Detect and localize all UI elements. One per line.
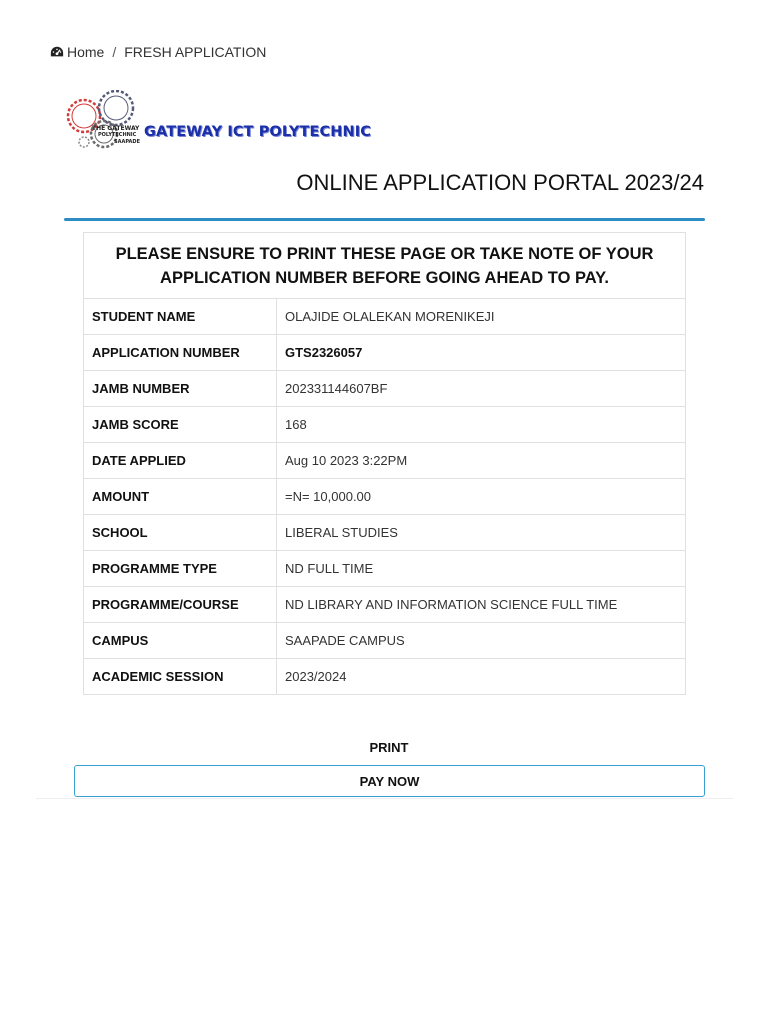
table-row <box>84 335 686 371</box>
page-title: ONLINE APPLICATION PORTAL 2023/24 <box>296 170 704 195</box>
table-row <box>84 623 686 659</box>
detail-label: DATE APPLIED <box>84 443 277 479</box>
detail-label: ACADEMIC SESSION <box>84 659 277 695</box>
detail-value: OLAJIDE OLALEKAN MORENIKEJI <box>277 299 686 335</box>
table-row <box>84 443 686 479</box>
table-row <box>84 515 686 551</box>
title-divider <box>64 218 705 221</box>
detail-label: STUDENT NAME <box>84 299 277 335</box>
pay-now-button[interactable]: PAY NOW <box>74 765 705 797</box>
breadcrumb <box>50 44 266 60</box>
table-row <box>84 551 686 587</box>
detail-label: JAMB SCORE <box>84 407 277 443</box>
detail-label: JAMB NUMBER <box>84 371 277 407</box>
detail-value: LIBERAL STUDIES <box>277 515 686 551</box>
bottom-divider <box>36 798 733 799</box>
table-row <box>84 299 686 335</box>
notice-row <box>84 233 686 299</box>
detail-value: SAAPADE CAMPUS <box>277 623 686 659</box>
breadcrumb-current: FRESH APPLICATION <box>124 44 267 60</box>
emblem-text-line1: THE GATEWAY <box>92 125 140 132</box>
application-details-table <box>83 232 686 695</box>
detail-value: 202331144607BF <box>277 371 686 407</box>
print-button[interactable]: PRINT <box>330 736 448 758</box>
detail-label: AMOUNT <box>84 479 277 515</box>
detail-value: ND FULL TIME <box>277 551 686 587</box>
print-notice: PLEASE ENSURE TO PRINT THESE PAGE OR TAKE NOTE OF YOUR APPLICATION NUMBER BEFORE GOING AHEAD TO PAY. <box>84 233 686 299</box>
polytechnic-logo <box>64 90 354 150</box>
table-row <box>84 587 686 623</box>
detail-label: SCHOOL <box>84 515 277 551</box>
detail-value: Aug 10 2023 3:22PM <box>277 443 686 479</box>
detail-label: PROGRAMME TYPE <box>84 551 277 587</box>
table-row <box>84 659 686 695</box>
detail-value: 168 <box>277 407 686 443</box>
dashboard-icon <box>50 45 64 59</box>
table-row <box>84 407 686 443</box>
detail-value: ND LIBRARY AND INFORMATION SCIENCE FULL TIME <box>277 587 686 623</box>
breadcrumb-separator: / <box>112 44 117 60</box>
detail-label: APPLICATION NUMBER <box>84 335 277 371</box>
detail-rows <box>84 299 686 695</box>
detail-value: =N= 10,000.00 <box>277 479 686 515</box>
detail-value: GTS2326057 <box>277 335 686 371</box>
table-row <box>84 479 686 515</box>
table-row <box>84 371 686 407</box>
emblem-text-line2: POLYTECHNIC <box>98 132 137 138</box>
detail-label: CAMPUS <box>84 623 277 659</box>
breadcrumb-home-link[interactable]: Home <box>67 44 105 60</box>
emblem-text-line3: SAAPADE <box>114 139 140 145</box>
logo-name: GATEWAY ICT POLYTECHNIC <box>144 124 371 140</box>
detail-label: PROGRAMME/COURSE <box>84 587 277 623</box>
detail-value: 2023/2024 <box>277 659 686 695</box>
